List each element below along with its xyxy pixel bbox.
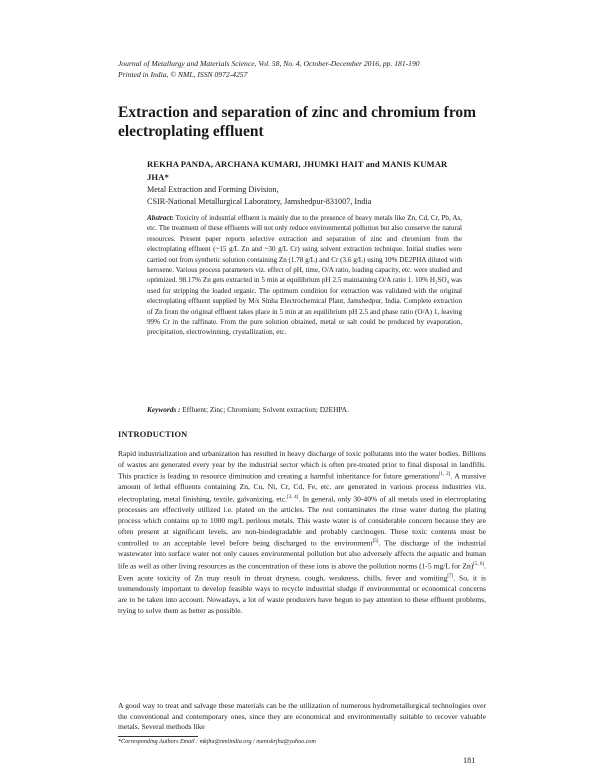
citation-ref: [3, 4] (287, 495, 299, 501)
citation-ref: [1, 2] (438, 472, 451, 478)
intro-text-b: . A massive amount of lethal effluents containing Zn, Cu, Ni, Cr, Cd, Fe, etc. are generated in various process industries viz. electroplating, metal finishing, textile, galvanizing, etc. (118, 471, 486, 504)
abstract-text: Toxicity of industrial effluent is mainly due to the presence of heavy metals like Zn, Cd, Cr, Pb, As, etc. The treatment of these effluents will not only reduce environmental pollution but also conserve the natural resources. Present paper reports selective extraction and separation of zinc and chromium from the electroplating effluent (~15 g/L Zn and ~30 g/L Cr) using solvent extraction technique. Initial studies were carried out from synthetic solution containing Zn (1.78 g/L) and Cr (3.6 g/L) using 10% DE2PHA diluted with kerosene. Various process parameters viz. effect of pH, time, O/A ratio, loading capacity, etc. were studied and optimized. 98.17% Zn gets extracted in 5 min at equilibrium pH 2.5 maintaining O/A ratio 1. 10% H₂SO₄ was used for stripping the loaded organic. The optimum condition for extraction was validated with the original electroplating effluent supplied by M/s Sinha Electrochemical Plant, Jamshedpur, India. Complete extraction of Zn from the original effluent takes place in 5 min at an equilibrium pH 2.5 and phase ratio (O/A) 1, leaving 99% Cr in the raffinate. From the pure solution obtained, metal or salt could be produced by evaporation, precipitation, electrowinning, crystallization, etc. (147, 214, 462, 337)
intro-text-a: Rapid industrialization and urbanization has resulted in heavy discharge of toxic pollutants into the water bodies. Billions of wastes are generated every year by the industrial sector which is often pre-treated prior to final disposal in landfills. This practice is leading to resource diminution and creating a harmful inheritance for future generations (118, 449, 486, 481)
footnote-divider (118, 736, 198, 737)
affiliation-division: Metal Extraction and Forming Division, (147, 185, 279, 194)
abstract (147, 213, 462, 338)
introduction-heading: INTRODUCTION (118, 430, 188, 439)
paper-title: Extraction and separation of zinc and chromium from electroplating effluent (118, 104, 477, 140)
intro-text-d: . The discharge of the industrial wastewater into surface water not only causes environmental pollution but also adversely affects the aquatic and human life as well as other living resources as the concentration of these ions is above the pollution norms (1-5 mg/L for Zn) (118, 538, 486, 571)
corresponding-author-footnote: *Corresponding Authors Email : mkjha@nmlindia.org / maniskrjha@yahoo.com (118, 739, 316, 745)
citation-ref: [7] (447, 574, 454, 580)
affiliation (147, 184, 467, 208)
intro-text-e: . Even acute toxicity of Zn may result in throat dryness, cough, weakness, chills, fever and vomiting (118, 561, 486, 583)
journal-print-info: Printed in India, © NML, ISSN 0972-4257 (118, 70, 248, 79)
keywords-label: Keywords : (147, 405, 181, 414)
journal-citation: Journal of Metallurgy and Materials Science, Vol. 58, No. 4, October-December 2016, pp. 181-190 (118, 59, 420, 68)
journal-header (118, 58, 488, 80)
citation-ref: [5] (372, 539, 379, 545)
intro-text-c: . In general, only 30-40% of all metals used in electroplating processes are effectively utilized i.e. plated on the articles. The rest contaminates the rinse water during the plating process which contains up to 1000 mg/L perilous metals. This waste water is of considerable concern because they are often present at significant levels, are non-biodegradable and probably carcinogen. These toxic contents must be controlled to an acceptable level before being discharged to the environment (118, 494, 486, 548)
author-list: REKHA PANDA, ARCHANA KUMARI, JHUMKI HAIT and MANIS KUMAR JHA* (147, 159, 448, 182)
page-number: 181 (463, 756, 476, 765)
intro-text-f: . So, it is tremendously important to develop feasible ways to recycle industrial sludge if environmental or economical concerns are to be taken into account. Nowadays, a lot of waste producers have begun to pay attention to these effluent problems, trying to solve them as better as possible. (118, 573, 486, 615)
introduction-paragraph-2: A good way to treat and salvage these materials can be the utilization of numerous hydrometallurgical technologies over the conventional and contemporary ones, since they are economical and environmentally suitable to recover valuable metals. Several methods like (118, 701, 486, 732)
affiliation-institute: CSIR-National Metallurgical Laboratory, Jamshedpur-831007, India (147, 197, 372, 206)
abstract-label: Abstract: (147, 214, 174, 222)
citation-ref: [5, 6] (473, 562, 485, 568)
keywords-text: Effluent; Zinc; Chromium; Solvent extraction; D2EHPA. (180, 405, 349, 414)
introduction-paragraph-1 (118, 449, 486, 616)
keywords (147, 405, 462, 415)
